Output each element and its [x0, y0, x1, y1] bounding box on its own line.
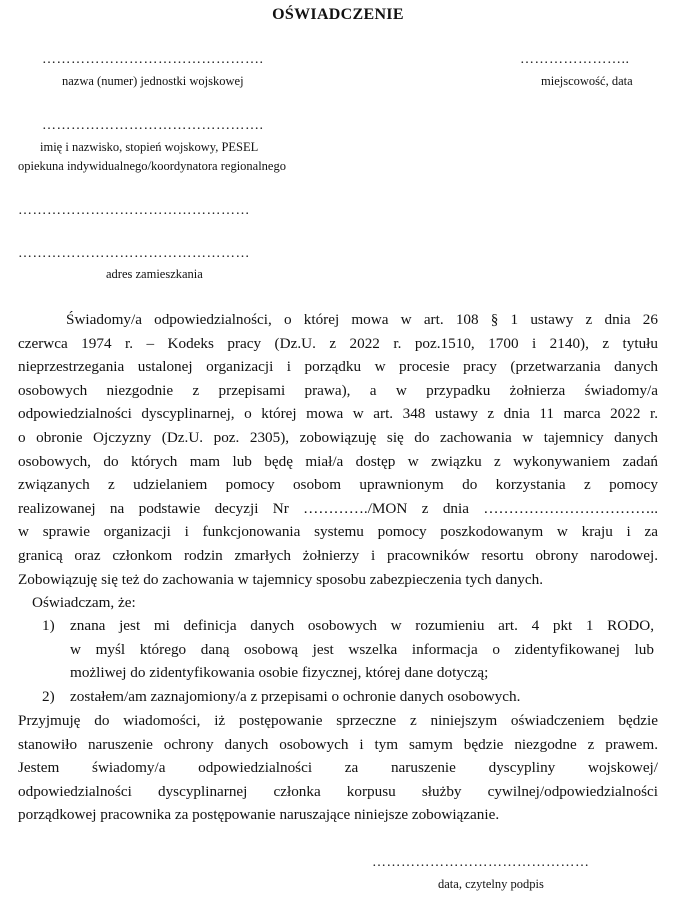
- address-field-1[interactable]: …………………………………………: [18, 203, 250, 218]
- unit-name-caption: nazwa (numer) jednostki wojskowej: [62, 74, 244, 88]
- paragraph-line: nieprzestrzegania ustalonej organizacji i porządku w procesie pracy (przetwarzania danych: [18, 358, 658, 376]
- list-item-line: możliwej do zidentyfikowania osobie fizycznej, której dane dotyczą;: [70, 664, 489, 682]
- consequences-paragraph: [18, 709, 658, 827]
- paragraph-line: w sprawie organizacji i funkcjonowania systemu pomocy poszkodowanym w kraju i za: [18, 523, 658, 541]
- person-field[interactable]: ……………………………………….: [42, 118, 264, 133]
- list-item-line: zostałem/am zaznajomiony/a z przepisami o ochronie danych osobowych.: [70, 688, 521, 705]
- paragraph-line: Jestem świadomy/a odpowiedzialności za naruszenie dyscypliny wojskowej/: [18, 759, 658, 777]
- address-field-2[interactable]: …………………………………………: [18, 246, 250, 261]
- signature-field[interactable]: ………………………………………: [372, 855, 590, 870]
- list-item-number: 2): [42, 688, 55, 705]
- paragraph-line: odpowiedzialności dyscyplinarnej członka korpusu służby cywilnej/odpowiedzialności: [18, 782, 658, 800]
- list-item-line: znana jest mi definicja danych osobowych w rozumieniu art. 4 pkt 1 RODO,: [70, 617, 654, 634]
- paragraph-line: osobowych niezgodnie z przepisami prawa), a w przypadku żołnierza świadomy/a: [18, 381, 658, 399]
- paragraph-line: realizowanej na podstawie decyzji Nr …………./MON z dnia ……………………………..: [18, 499, 658, 517]
- paragraph-line: stanowiło naruszenie ochrony danych osobowych i tym samym będzie niezgodne z prawem.: [18, 735, 658, 753]
- person-caption-line1: imię i nazwisko, stopień wojskowy, PESEL: [40, 140, 259, 154]
- declare-label: Oświadczam, że:: [32, 594, 136, 611]
- declaration-paragraph: [18, 308, 658, 591]
- signature-caption: data, czytelny podpis: [438, 877, 544, 891]
- paragraph-line: Przyjmuję do wiadomości, iż postępowanie sprzeczne z niniejszym oświadczeniem będzie: [18, 712, 658, 729]
- place-date-caption: miejscowość, data: [541, 74, 633, 88]
- unit-name-field[interactable]: ……………………………………….: [42, 52, 264, 67]
- paragraph-line: o obronie Ojczyzny (Dz.U. poz. 2305), zobowiązuję się do zachowania w tajemnicy danych: [18, 428, 658, 446]
- paragraph-line: porządkowej pracownika za postępowanie naruszające niniejsze zobowiązanie.: [18, 806, 500, 824]
- paragraph-line: granicą oraz członkom rodzin zmarłych żołnierzy i pracowników resortu obrony narodowej.: [18, 546, 658, 564]
- place-date-field[interactable]: …………………..: [520, 52, 630, 67]
- person-caption-line2: opiekuna indywidualnego/koordynatora regionalnego: [18, 159, 286, 173]
- paragraph-line: związanych z udzielaniem pomocy osobom uprawnionym do korzystania z pomocy: [18, 476, 658, 494]
- paragraph-line: Świadomy/a odpowiedzialności, o której mowa w art. 108 § 1 ustawy z dnia 26: [66, 311, 658, 328]
- paragraph-line: osobowych, do których mam lub będę miał/a dostęp w związku z wykonywaniem zadań: [18, 452, 658, 470]
- address-caption: adres zamieszkania: [106, 267, 203, 281]
- paragraph-line: Zobowiązuję się też do zachowania w tajemnicy sposobu zabezpieczenia tych danych.: [18, 570, 544, 588]
- paragraph-line: czerwca 1974 r. – Kodeks pracy (Dz.U. z 2022 r. poz.1510, 1700 i 2140), z tytułu: [18, 334, 658, 352]
- list-item-line: w myśl którego daną osobową jest wszelka informacja o zidentyfikowanej lub: [70, 640, 654, 658]
- document-title: OŚWIADCZENIE: [272, 6, 404, 23]
- paragraph-line: odpowiedzialności dyscyplinarnej, o której mowa w art. 348 ustawy z dnia 11 marca 2022 r.: [18, 405, 658, 423]
- list-item-number: 1): [42, 617, 55, 634]
